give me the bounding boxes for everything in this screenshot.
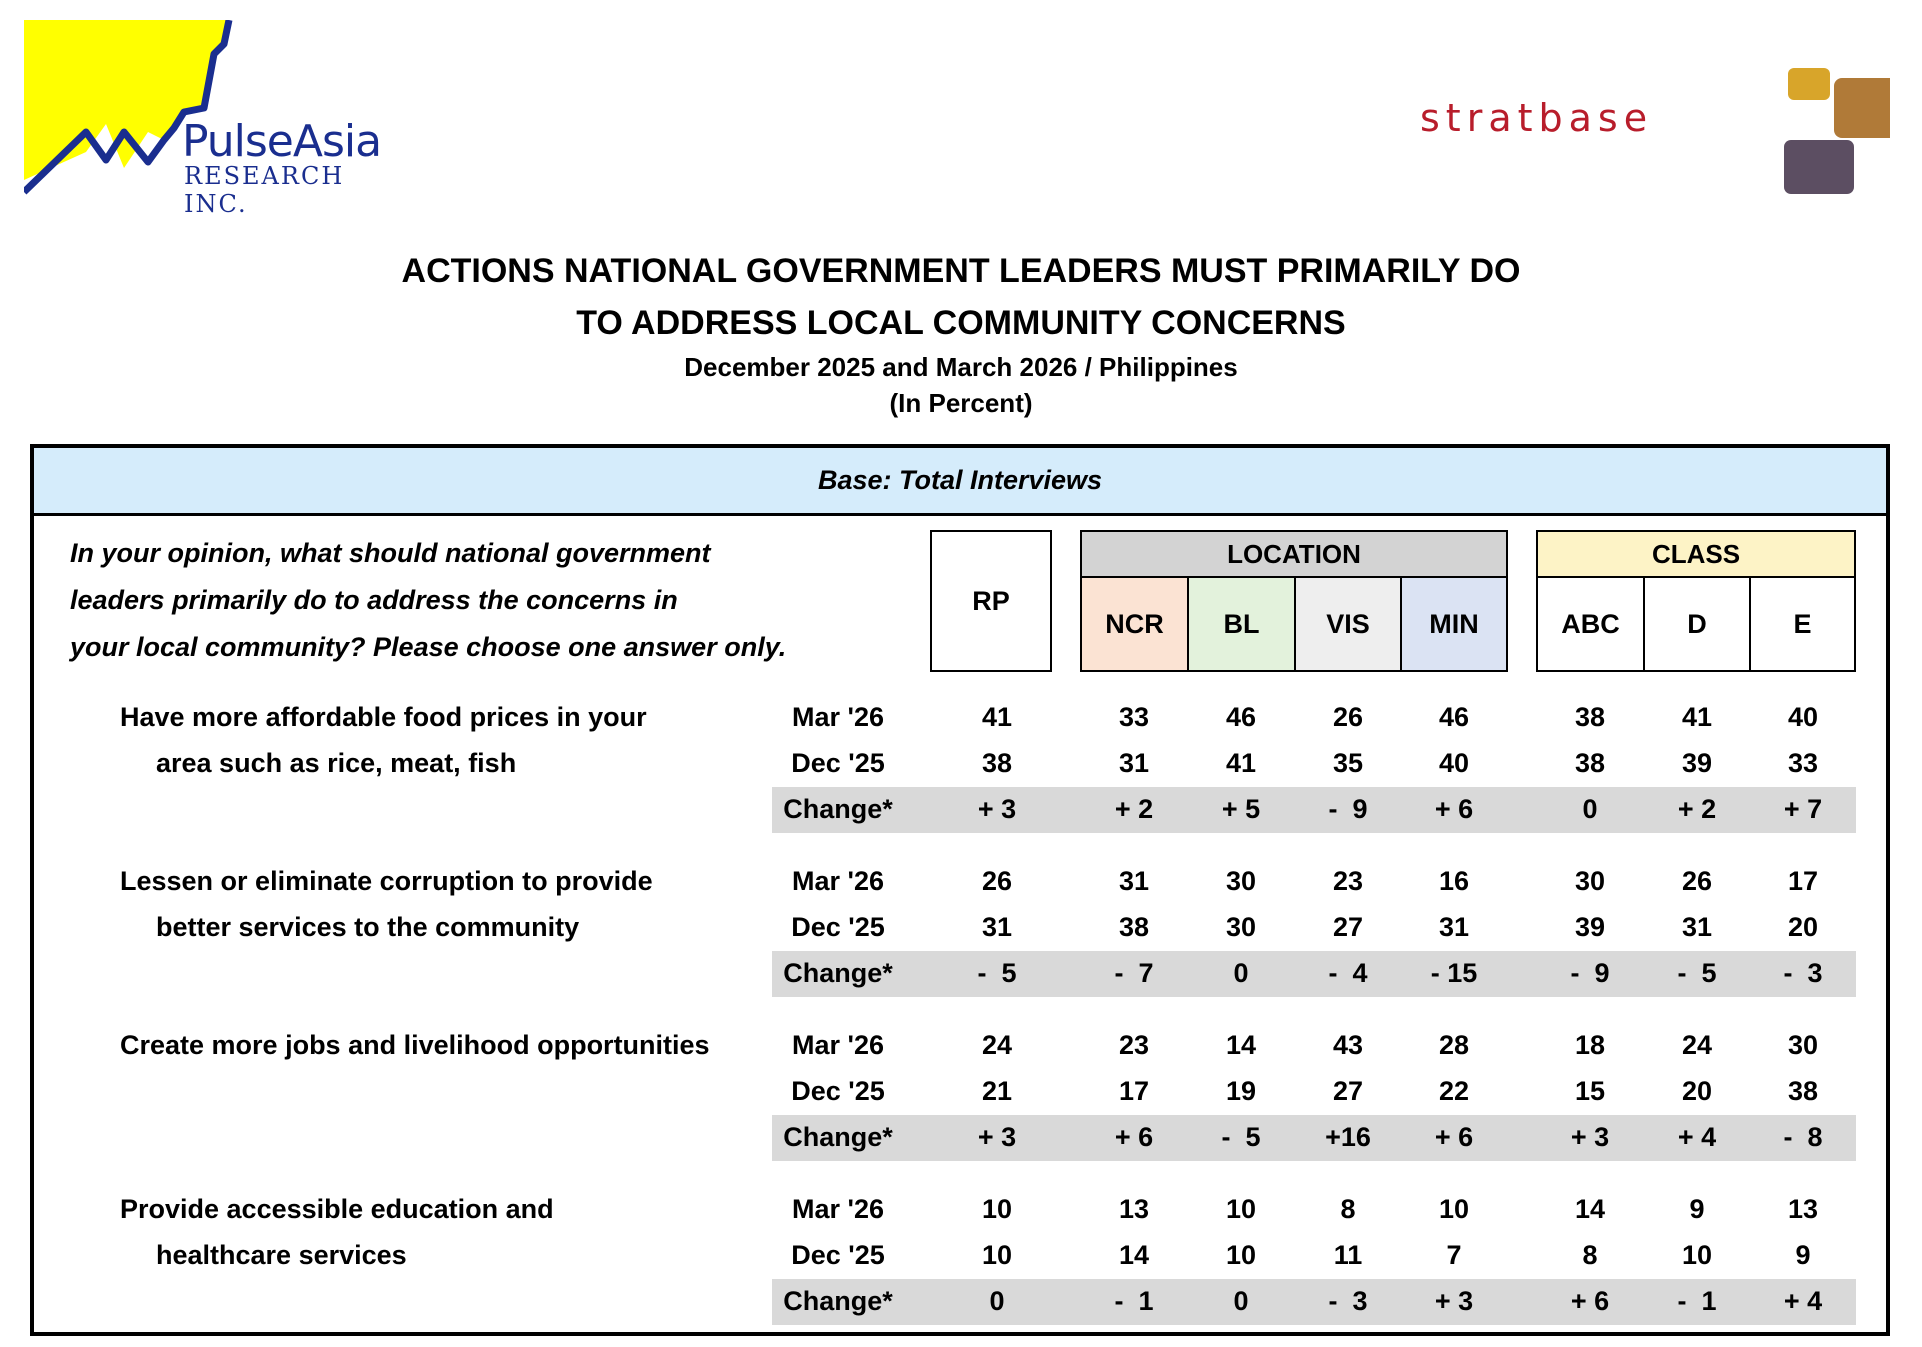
row-label-line-2: area such as rice, meat, fish [156, 748, 517, 778]
unit-label: (In Percent) [889, 388, 1033, 418]
cell-abc-mar: 30 [1574, 866, 1606, 896]
cell-bl-mar: 30 [1225, 866, 1257, 896]
cell-abc-mar: 14 [1574, 1194, 1606, 1224]
cell-bl-change: 0 [1233, 1286, 1249, 1316]
cell-min-change: + 6 [1434, 1122, 1474, 1152]
cell-ncr-change: - 7 [1114, 958, 1154, 988]
cell-min-dec: 22 [1438, 1076, 1470, 1106]
header-e: E [1749, 576, 1856, 672]
cell-bl-dec: 19 [1225, 1076, 1257, 1106]
period-label-dec: Dec '25 [791, 748, 885, 778]
cell-d-change: - 1 [1677, 1286, 1717, 1316]
cell-vis-change: - 9 [1328, 794, 1368, 824]
cell-d-change: + 4 [1677, 1122, 1717, 1152]
cell-bl-change: + 5 [1221, 794, 1261, 824]
cell-e-change: - 8 [1783, 1122, 1823, 1152]
period-label-change: Change* [783, 1286, 893, 1316]
cell-e-change: + 4 [1783, 1286, 1823, 1316]
period-label-change: Change* [783, 794, 893, 824]
header-rp: RP [930, 530, 1052, 672]
survey-question [70, 530, 830, 671]
period-label-change: Change* [783, 1122, 893, 1152]
cell-vis-mar: 23 [1332, 866, 1364, 896]
cell-rp-mar: 10 [981, 1194, 1013, 1224]
cell-rp-change: + 3 [977, 794, 1017, 824]
header-vis: VIS [1294, 576, 1402, 672]
period-label-mar: Mar '26 [792, 1194, 884, 1224]
pulseasia-logo-subtitle: RESEARCH INC. [184, 162, 345, 218]
cell-bl-mar: 46 [1225, 702, 1257, 732]
cell-ncr-dec: 17 [1118, 1076, 1150, 1106]
cell-e-change: - 3 [1783, 958, 1823, 988]
cell-min-change: + 6 [1434, 794, 1474, 824]
cell-vis-change: +16 [1325, 1122, 1371, 1152]
header-class: CLASS [1536, 530, 1856, 578]
pulseasia-logo-name: PulseAsia [182, 116, 382, 167]
cell-abc-change: - 9 [1570, 958, 1610, 988]
cell-vis-mar: 43 [1332, 1030, 1364, 1060]
cell-min-mar: 16 [1438, 866, 1470, 896]
cell-d-mar: 41 [1681, 702, 1713, 732]
cell-d-change: - 5 [1677, 958, 1717, 988]
cell-bl-mar: 14 [1225, 1030, 1257, 1060]
cell-rp-change: + 3 [977, 1122, 1017, 1152]
cell-abc-change: 0 [1582, 794, 1598, 824]
period-label-mar: Mar '26 [792, 866, 884, 896]
cell-d-dec: 20 [1681, 1076, 1713, 1106]
cell-min-mar: 46 [1438, 702, 1470, 732]
cell-ncr-mar: 13 [1118, 1194, 1150, 1224]
row-label-line-1: Have more affordable food prices in your [120, 702, 647, 732]
cell-bl-change: 0 [1233, 958, 1249, 988]
header-ncr: NCR [1080, 576, 1189, 672]
cell-abc-mar: 38 [1574, 702, 1606, 732]
cell-abc-dec: 38 [1574, 748, 1606, 778]
base-band: Base: Total Interviews [34, 448, 1886, 516]
cell-min-change: - 15 [1430, 958, 1478, 988]
cell-e-dec: 33 [1787, 748, 1819, 778]
header-d: D [1643, 576, 1751, 672]
cell-rp-change: 0 [989, 1286, 1005, 1316]
cell-rp-dec: 21 [981, 1076, 1013, 1106]
cell-rp-change: - 5 [977, 958, 1017, 988]
period-label-dec: Dec '25 [791, 1240, 885, 1270]
cell-e-mar: 17 [1787, 866, 1819, 896]
cell-d-dec: 10 [1681, 1240, 1713, 1270]
period-label-mar: Mar '26 [792, 1030, 884, 1060]
cell-ncr-mar: 23 [1118, 1030, 1150, 1060]
cell-e-change: + 7 [1783, 794, 1823, 824]
cell-min-mar: 10 [1438, 1194, 1470, 1224]
cell-bl-change: - 5 [1221, 1122, 1261, 1152]
pulseasia-logo [24, 20, 404, 218]
period-label-dec: Dec '25 [791, 912, 885, 942]
cell-bl-dec: 30 [1225, 912, 1257, 942]
cell-ncr-change: - 1 [1114, 1286, 1154, 1316]
cell-abc-mar: 18 [1574, 1030, 1606, 1060]
cell-e-mar: 40 [1787, 702, 1819, 732]
cell-vis-mar: 8 [1340, 1194, 1356, 1224]
cell-abc-dec: 15 [1574, 1076, 1606, 1106]
header-bl: BL [1187, 576, 1296, 672]
cell-d-dec: 31 [1681, 912, 1713, 942]
cell-vis-mar: 26 [1332, 702, 1364, 732]
row-label-line-1: Create more jobs and livelihood opportunities [120, 1030, 710, 1060]
period-label-change: Change* [783, 958, 893, 988]
cell-bl-dec: 41 [1225, 748, 1257, 778]
cell-vis-dec: 35 [1332, 748, 1364, 778]
cell-bl-mar: 10 [1225, 1194, 1257, 1224]
cell-rp-mar: 24 [981, 1030, 1013, 1060]
cell-e-dec: 9 [1795, 1240, 1811, 1270]
cell-min-dec: 31 [1438, 912, 1470, 942]
cell-min-change: + 3 [1434, 1286, 1474, 1316]
cell-vis-dec: 11 [1333, 1240, 1363, 1270]
cell-e-dec: 20 [1787, 912, 1819, 942]
stratbase-logo-name: stratbase [1420, 96, 1654, 140]
cell-ncr-dec: 31 [1118, 748, 1150, 778]
header-min: MIN [1400, 576, 1508, 672]
cell-ncr-mar: 33 [1118, 702, 1150, 732]
row-label-line-2: better services to the community [156, 912, 580, 942]
row-label-line-1: Lessen or eliminate corruption to provide [120, 866, 653, 896]
cell-min-dec: 40 [1438, 748, 1470, 778]
cell-vis-change: - 4 [1328, 958, 1368, 988]
cell-d-mar: 9 [1689, 1194, 1705, 1224]
cell-rp-mar: 26 [981, 866, 1013, 896]
cell-abc-dec: 39 [1574, 912, 1606, 942]
cell-vis-dec: 27 [1332, 912, 1364, 942]
cell-ncr-dec: 14 [1118, 1240, 1150, 1270]
cell-ncr-mar: 31 [1118, 866, 1150, 896]
stratbase-squares-graphic [1740, 64, 1890, 214]
cell-rp-dec: 38 [981, 748, 1013, 778]
cell-d-mar: 26 [1681, 866, 1713, 896]
row-label-line-1: Provide accessible education and [120, 1194, 554, 1224]
cell-bl-dec: 10 [1225, 1240, 1257, 1270]
cell-rp-mar: 41 [981, 702, 1013, 732]
cell-e-mar: 30 [1787, 1030, 1819, 1060]
cell-rp-dec: 31 [981, 912, 1013, 942]
period-label-dec: Dec '25 [791, 1076, 885, 1106]
stratbase-logo [1420, 66, 1890, 216]
cell-ncr-change: + 2 [1114, 794, 1154, 824]
cell-min-dec: 7 [1446, 1240, 1462, 1270]
period-label-mar: Mar '26 [792, 702, 884, 732]
cell-vis-dec: 27 [1332, 1076, 1364, 1106]
cell-e-mar: 13 [1787, 1194, 1819, 1224]
cell-ncr-change: + 6 [1114, 1122, 1154, 1152]
cell-rp-dec: 10 [981, 1240, 1013, 1270]
page-subtitle: December 2025 and March 2026 / Philippines [684, 352, 1238, 382]
cell-d-mar: 24 [1681, 1030, 1713, 1060]
survey-question-line-3: your local community? Please choose one answer only. [70, 632, 787, 662]
survey-question-line-2: leaders primarily do to address the concerns in [70, 585, 678, 615]
cell-d-dec: 39 [1681, 748, 1713, 778]
cell-abc-dec: 8 [1582, 1240, 1598, 1270]
row-label-line-2: healthcare services [156, 1240, 407, 1270]
cell-e-dec: 38 [1787, 1076, 1819, 1106]
cell-ncr-dec: 38 [1118, 912, 1150, 942]
header-location: LOCATION [1080, 530, 1508, 578]
cell-d-change: + 2 [1677, 794, 1717, 824]
page-title-line-2: TO ADDRESS LOCAL COMMUNITY CONCERNS [576, 304, 1346, 342]
header-abc: ABC [1536, 576, 1645, 672]
cell-abc-change: + 6 [1570, 1286, 1610, 1316]
survey-question-line-1: In your opinion, what should national government [70, 538, 711, 568]
cell-min-mar: 28 [1438, 1030, 1470, 1060]
cell-vis-change: - 3 [1328, 1286, 1368, 1316]
page-title-line-1: ACTIONS NATIONAL GOVERNMENT LEADERS MUST PRIMARILY DO [401, 252, 1521, 290]
cell-abc-change: + 3 [1570, 1122, 1610, 1152]
